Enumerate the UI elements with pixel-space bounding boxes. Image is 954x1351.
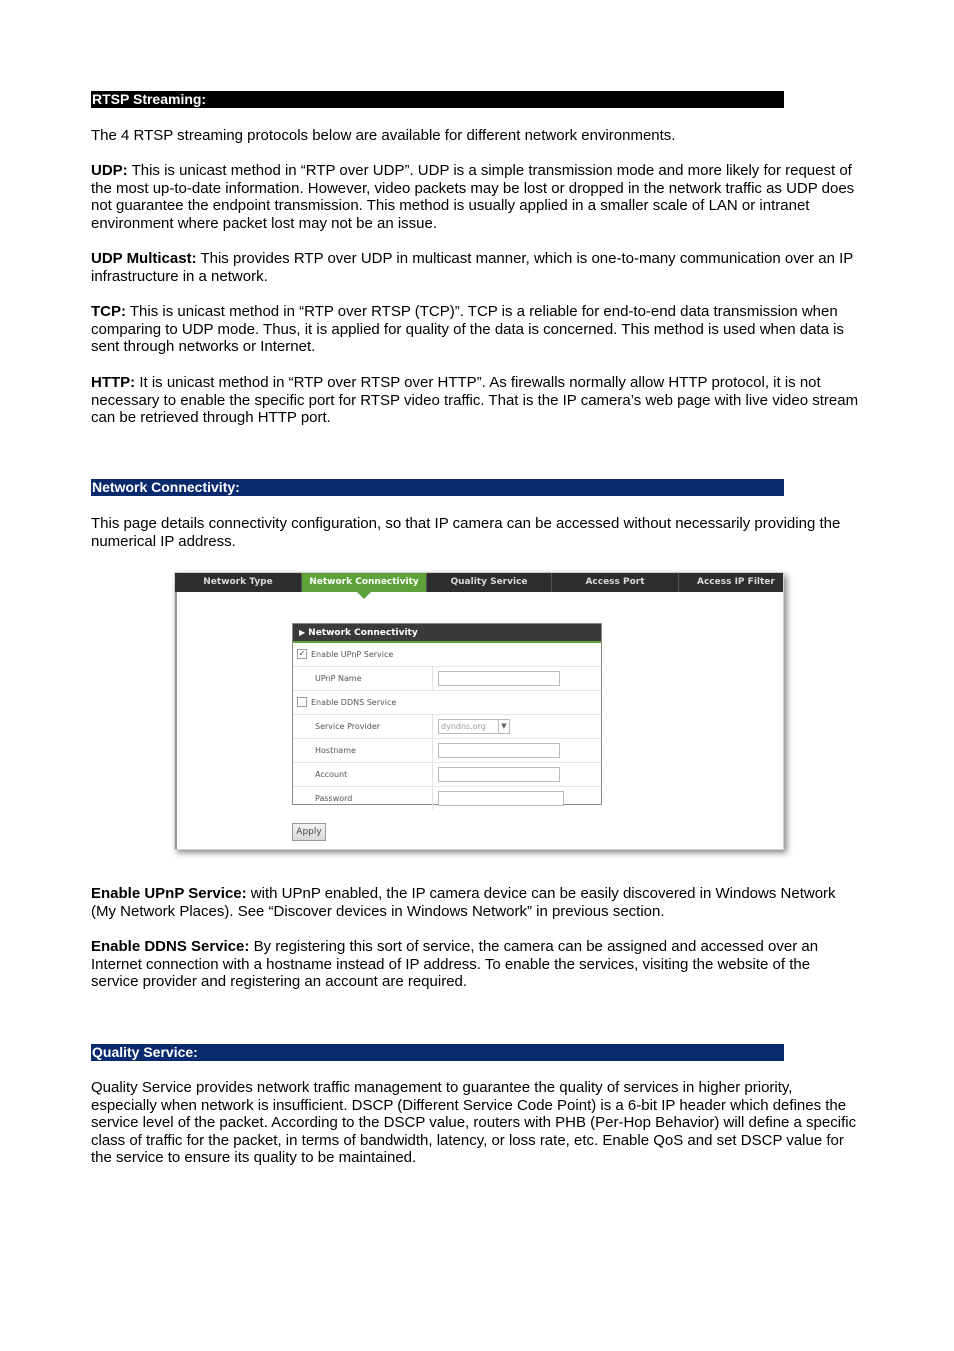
password-input[interactable]: [438, 791, 564, 806]
password-row: [293, 787, 601, 810]
tcp-text: This is unicast method in “RTP over RTSP (TCP)”. TCP is a reliable for end-to-end data transmission when comparing to UDP mode. Thus, it is applied for quality of the data is concerned. This method is used when data is sent through networks or Internet.: [91, 303, 844, 356]
account-label: Account: [315, 770, 348, 779]
tab-access-port[interactable]: [552, 573, 679, 592]
udp-text: This is unicast method in “RTP over UDP”. UDP is a simple transmission mode and more likely for request of the most up-to-date information. However, video packets may be lost or dropped in the network traffic as UDP does not guarantee the endpoint transmission. This method is usually applied in a smaller scale of LAN or intranet environment where packet lost may not be an issue.: [91, 162, 855, 232]
upnp-label: Enable UPnP Service:: [91, 885, 247, 902]
hostname-label: Hostname: [315, 746, 356, 755]
network-intro: This page details connectivity configuration, so that IP camera can be accessed without necessarily providing the numerical IP address.: [91, 515, 841, 550]
network-section-header: [91, 479, 784, 496]
udp-paragraph: [91, 162, 861, 232]
udp-multicast-label: UDP Multicast:: [91, 250, 197, 267]
quality-section-header: [91, 1044, 784, 1061]
service-provider-select[interactable]: [438, 719, 510, 734]
cell-divider: [432, 739, 433, 762]
panel-header: [293, 624, 601, 643]
enable-ddns-checkbox[interactable]: [297, 697, 307, 707]
upnp-name-row: [293, 667, 601, 691]
http-paragraph: [91, 374, 861, 427]
rtsp-section-title: RTSP Streaming:: [92, 91, 207, 107]
network-connectivity-panel: [292, 623, 602, 805]
tab-access-ip-filter[interactable]: [679, 573, 784, 592]
tcp-label: TCP:: [91, 303, 126, 320]
udp-multicast-paragraph: [91, 250, 861, 285]
apply-button[interactable]: Apply: [292, 823, 326, 841]
settings-tab-bar: [175, 573, 783, 592]
tab-label: Network Connectivity: [309, 577, 419, 587]
hostname-input[interactable]: [438, 743, 560, 758]
http-label: HTTP:: [91, 374, 136, 391]
tab-quality-service[interactable]: [427, 573, 552, 592]
enable-upnp-checkbox[interactable]: ✓: [298, 649, 306, 658]
quality-paragraph: Quality Service provides network traffic management to guarantee the quality of services in higher priority, especially when network is insufficient. DSCP (Different Service Code Point) is a 6-bit IP header which defines the service level of the packet. According to the DSCP value, routers with PHB (Per-Hop Behavior) will define a specific class of traffic for the packet, in terms of bandwidth, latency, or loss rate, etc. Enable QoS and set DSCP value for the service to ensure its quality to be maintained.: [91, 1079, 857, 1167]
expand-triangle-icon: ▶: [299, 628, 306, 637]
tab-network-connectivity[interactable]: [302, 573, 427, 592]
network-connectivity-screenshot: [174, 572, 784, 850]
left-divider: [175, 592, 177, 849]
service-provider-row: [293, 715, 601, 739]
cell-divider: [432, 715, 433, 738]
password-label: Password: [315, 794, 353, 803]
upnp-paragraph: [91, 885, 861, 920]
udp-multicast-text: This provides RTP over UDP in multicast manner, which is one-to-many communication over an IP infrastructure in a network.: [91, 250, 853, 285]
enable-ddns-label: Enable DDNS Service: [311, 698, 397, 707]
enable-ddns-row: [293, 691, 601, 715]
tab-label: Access IP Filter: [697, 577, 775, 587]
upnp-name-label: UPnP Name: [315, 674, 362, 683]
tab-network-type[interactable]: [175, 573, 302, 592]
chevron-down-icon: ▼: [498, 720, 509, 733]
service-provider-label: Service Provider: [315, 722, 381, 731]
upnp-text: with UPnP enabled, the IP camera device can be easily discovered in Windows Network (My Network Places). See “Discover devices in Windows Network” in previous section.: [91, 885, 836, 920]
http-text: It is unicast method in “RTP over RTSP over HTTP”. As firewalls normally allow HTTP protocol, it is not necessary to enable the specific port for RTSP video traffic. That is the IP camera’s web page with live video stream can be retrieved through HTTP port.: [91, 374, 859, 427]
hostname-row: [293, 739, 601, 763]
enable-upnp-row: [293, 643, 601, 667]
tab-label: Network Type: [203, 577, 273, 587]
network-section-title: Network Connectivity:: [92, 479, 240, 495]
udp-label: UDP:: [91, 162, 128, 179]
ddns-label: Enable DDNS Service:: [91, 938, 250, 955]
ddns-text: By registering this sort of service, the camera can be assigned and accessed over an Internet connection with a hostname instead of IP address. To enable the services, visiting the website of the service provider and registering an account are required.: [91, 938, 819, 991]
service-provider-value: dyndns.org: [441, 722, 486, 731]
quality-section-title: Quality Service:: [92, 1044, 198, 1060]
ddns-paragraph: [91, 938, 861, 991]
cell-divider: [432, 763, 433, 786]
account-row: [293, 763, 601, 787]
rtsp-section-header: [91, 91, 784, 108]
account-input[interactable]: [438, 767, 560, 782]
tcp-paragraph: [91, 303, 861, 356]
enable-upnp-label: Enable UPnP Service: [311, 650, 394, 659]
rtsp-intro: The 4 RTSP streaming protocols below are available for different network environments.: [91, 127, 676, 144]
cell-divider: [432, 787, 433, 810]
tab-label: Quality Service: [450, 577, 528, 587]
cell-divider: [432, 667, 433, 690]
tab-label: Access Port: [585, 577, 645, 587]
panel-title: Network Connectivity: [308, 628, 418, 638]
upnp-name-input[interactable]: [438, 671, 560, 686]
